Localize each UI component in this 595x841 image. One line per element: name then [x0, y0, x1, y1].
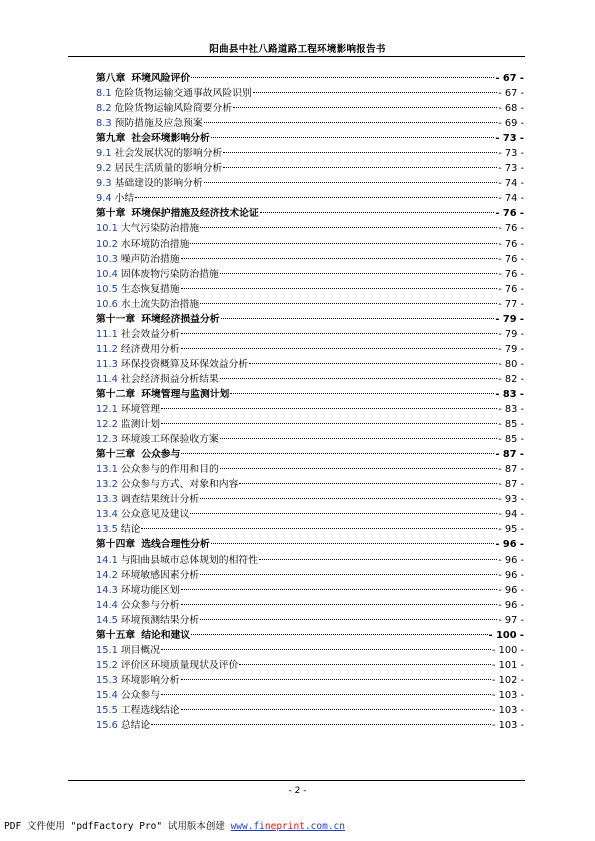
- toc-entry-title: 社会经济损益分析结果: [120, 373, 219, 385]
- toc-page-number: - 87 -: [495, 449, 524, 461]
- toc-section-entry[interactable]: [96, 267, 524, 282]
- toc-entry-title: 环境管理: [120, 404, 161, 416]
- toc-entry-number: 15.6: [96, 720, 118, 732]
- toc-entry-title: 评价区环境质量现状及评价: [120, 659, 239, 671]
- toc-entry-title: 水环境防治措施: [120, 238, 190, 250]
- toc-page-number: - 73 -: [495, 133, 524, 145]
- toc-page-number: - 76 -: [498, 253, 524, 265]
- toc-entry-title: 环境敏感因素分析: [120, 569, 200, 581]
- header-divider: [68, 56, 525, 57]
- toc-section-entry[interactable]: [96, 176, 524, 191]
- toc-page-number: - 101 -: [492, 659, 524, 671]
- toc-page-number: - 82 -: [498, 373, 524, 385]
- toc-entry-number: 12.2: [96, 419, 118, 431]
- toc-dot-leader: [233, 107, 497, 108]
- toc-entry-title: 固体废物污染防治措施: [120, 268, 219, 280]
- toc-section-entry[interactable]: [96, 583, 524, 598]
- toc-page-number: - 68 -: [498, 103, 524, 115]
- toc-dot-leader: [181, 589, 498, 590]
- toc-dot-leader: [211, 137, 495, 138]
- toc-entry-title: 公众参与方式、对象和内容: [120, 479, 239, 491]
- toc-page-number: - 102 -: [492, 674, 524, 686]
- toc-entry-number: 11.4: [96, 373, 118, 385]
- toc-page-number: - 73 -: [498, 148, 524, 160]
- toc-entry-number: 15.1: [96, 644, 118, 656]
- toc-entry-title: 大气污染防治措施: [120, 223, 200, 235]
- toc-entry-title: 社会环境影响分析: [131, 133, 210, 145]
- toc-dot-leader: [230, 393, 494, 394]
- watermark-link-part: .com.cn: [304, 821, 345, 832]
- footer-divider: [68, 780, 525, 781]
- toc-entry-title: 公众参与: [120, 689, 161, 701]
- toc-page-number: - 96 -: [498, 599, 524, 611]
- toc-page-number: - 67 -: [495, 73, 524, 84]
- toc-entry-number: 13.1: [96, 464, 118, 476]
- toc-entry-title: 生态恢复措施: [120, 283, 180, 295]
- toc-section-entry[interactable]: [96, 101, 524, 116]
- toc-entry-number: 12.3: [96, 434, 118, 446]
- toc-dot-leader: [135, 197, 497, 198]
- watermark-link-part: www.fi: [230, 821, 265, 832]
- toc-entry-number: 11.1: [96, 328, 118, 340]
- toc-entry-title: 环境预测结果分析: [120, 614, 200, 626]
- toc-chapter-entry[interactable]: [96, 447, 524, 462]
- toc-entry-number: 15.2: [96, 659, 118, 671]
- toc-page-number: - 85 -: [498, 434, 524, 446]
- toc-entry-number: 15.4: [96, 689, 118, 701]
- toc-page-number: - 103 -: [492, 689, 524, 701]
- toc-entry-title: 噪声防治措施: [120, 253, 180, 265]
- toc-entry-title: 环境管理与监测计划: [141, 388, 230, 400]
- toc-entry-title: 居民生活质量的影响分析: [114, 163, 223, 175]
- toc-entry-number: 8.2: [96, 103, 112, 115]
- toc-section-entry[interactable]: [96, 462, 524, 477]
- toc-section-entry[interactable]: [96, 492, 524, 507]
- toc-entry-number: 13.4: [96, 509, 118, 521]
- toc-entry-title: 公众参与的作用和目的: [120, 464, 219, 476]
- toc-entry-number: 10.5: [96, 283, 118, 295]
- toc-entry-title: 环境经济损益分析: [141, 313, 220, 325]
- toc-section-entry[interactable]: [96, 688, 524, 703]
- page-header-title: 阳曲县中社八路道路工程环境影响报告书: [209, 44, 386, 55]
- toc-section-entry[interactable]: [96, 718, 524, 733]
- toc-dot-leader: [223, 152, 497, 153]
- toc-entry-title: 社会发展状况的影响分析: [114, 148, 223, 160]
- toc-dot-leader: [181, 709, 491, 710]
- toc-dot-leader: [181, 288, 498, 289]
- toc-section-entry[interactable]: [96, 417, 524, 432]
- toc-dot-leader: [239, 664, 491, 665]
- watermark-text: PDF 文件使用 "pdfFactory Pro" 试用版本创建: [4, 821, 231, 832]
- toc-entry-number: 13.3: [96, 494, 118, 506]
- toc-page-number: - 73 -: [498, 163, 524, 175]
- toc-dot-leader: [220, 468, 497, 469]
- toc-page-number: - 96 -: [495, 539, 524, 551]
- toc-entry-number: 第十一章: [96, 313, 136, 325]
- toc-entry-number: 9.2: [96, 163, 112, 175]
- toc-page-number: - 103 -: [492, 720, 524, 732]
- toc-chapter-entry[interactable]: [96, 387, 524, 402]
- toc-entry-title: 公众意见及建议: [120, 509, 190, 521]
- toc-dot-leader: [190, 513, 497, 514]
- toc-chapter-entry[interactable]: [96, 628, 524, 643]
- toc-page-number: - 96 -: [498, 554, 524, 566]
- toc-dot-leader: [221, 318, 495, 319]
- toc-page-number: - 79 -: [498, 343, 524, 355]
- toc-dot-leader: [249, 363, 497, 364]
- toc-section-entry[interactable]: [96, 598, 524, 613]
- toc-entry-number: 第十五章: [96, 629, 136, 641]
- toc-section-entry[interactable]: [96, 342, 524, 357]
- toc-page-number: - 83 -: [498, 404, 524, 416]
- toc-entry-number: 14.3: [96, 584, 118, 596]
- toc-entry-title: 调查结果统计分析: [120, 494, 200, 506]
- toc-page-number: - 67 -: [498, 88, 524, 100]
- toc-entry-number: 第十章: [96, 208, 126, 220]
- toc-dot-leader: [200, 303, 497, 304]
- toc-entry-number: 10.1: [96, 223, 118, 235]
- toc-page-number: - 76 -: [498, 283, 524, 295]
- toc-section-entry[interactable]: [96, 432, 524, 447]
- toc-chapter-entry[interactable]: [96, 312, 524, 327]
- watermark-link-highlight: neprint: [264, 821, 305, 832]
- toc-dot-leader: [204, 182, 497, 183]
- toc-page-number: - 79 -: [498, 328, 524, 340]
- toc-entry-title: 环境风险评价: [131, 73, 191, 84]
- toc-entry-number: 9.4: [96, 193, 112, 205]
- toc-section-entry[interactable]: [96, 221, 524, 236]
- toc-section-entry[interactable]: [96, 237, 524, 252]
- toc-entry-title: 经济费用分析: [120, 343, 180, 355]
- toc-entry-title: 水土流失防治措施: [120, 298, 200, 310]
- table-of-contents: [96, 71, 524, 733]
- toc-section-entry[interactable]: [96, 658, 524, 673]
- toc-dot-leader: [181, 348, 498, 349]
- toc-dot-leader: [253, 92, 497, 93]
- toc-entry-title: 环保投资概算及环保效益分析: [120, 358, 249, 370]
- toc-page-number: - 95 -: [498, 524, 524, 536]
- toc-section-entry[interactable]: [96, 402, 524, 417]
- toc-page-number: - 87 -: [498, 479, 524, 491]
- toc-section-entry[interactable]: [96, 252, 524, 267]
- toc-section-entry[interactable]: [96, 86, 524, 101]
- toc-entry-title: 选线合理性分析: [141, 539, 210, 551]
- toc-dot-leader: [161, 408, 497, 409]
- toc-entry-number: 13.5: [96, 524, 118, 536]
- toc-entry-title: 结论和建议: [141, 629, 191, 641]
- toc-section-entry[interactable]: [96, 477, 524, 492]
- toc-page-number: - 87 -: [498, 464, 524, 476]
- toc-section-entry[interactable]: [96, 613, 524, 628]
- toc-entry-number: 10.3: [96, 253, 118, 265]
- pdf-watermark: [4, 818, 345, 832]
- toc-section-entry[interactable]: [96, 553, 524, 568]
- toc-section-entry[interactable]: [96, 191, 524, 206]
- toc-entry-title: 危险货物运输交通事故风险识别: [114, 88, 252, 100]
- toc-page-number: - 96 -: [498, 569, 524, 581]
- toc-dot-leader: [211, 543, 495, 544]
- toc-dot-leader: [191, 634, 487, 635]
- toc-page-number: - 103 -: [492, 704, 524, 716]
- toc-section-entry[interactable]: [96, 703, 524, 718]
- toc-entry-title: 项目概况: [120, 644, 161, 656]
- toc-dot-leader: [260, 212, 495, 213]
- toc-page-number: - 85 -: [498, 419, 524, 431]
- toc-entry-number: 第九章: [96, 133, 126, 145]
- toc-entry-number: 14.5: [96, 614, 118, 626]
- toc-dot-leader: [181, 679, 491, 680]
- toc-entry-number: 第八章: [96, 73, 126, 84]
- toc-dot-leader: [181, 258, 498, 259]
- toc-section-entry[interactable]: [96, 643, 524, 658]
- toc-entry-title: 基础建设的影响分析: [114, 178, 203, 190]
- toc-page-number: - 77 -: [498, 298, 524, 310]
- toc-section-entry[interactable]: [96, 673, 524, 688]
- toc-section-entry[interactable]: [96, 116, 524, 131]
- toc-entry-number: 9.3: [96, 178, 112, 190]
- toc-entry-number: 第十三章: [96, 449, 136, 461]
- toc-entry-title: 公众参与: [141, 449, 181, 461]
- toc-entry-title: 公众参与分析: [120, 599, 180, 611]
- toc-page-number: - 74 -: [498, 178, 524, 190]
- toc-dot-leader: [223, 167, 497, 168]
- toc-page-number: - 76 -: [498, 238, 524, 250]
- toc-page-number: - 96 -: [498, 584, 524, 596]
- toc-dot-leader: [259, 559, 497, 560]
- toc-entry-title: 社会效益分析: [120, 328, 180, 340]
- toc-dot-leader: [191, 77, 494, 78]
- toc-dot-leader: [161, 694, 491, 695]
- toc-dot-leader: [200, 227, 497, 228]
- toc-dot-leader: [220, 438, 497, 439]
- toc-entry-number: 第十四章: [96, 539, 136, 551]
- toc-section-entry[interactable]: [96, 507, 524, 522]
- toc-chapter-entry[interactable]: [96, 206, 524, 221]
- toc-entry-number: 10.4: [96, 268, 118, 280]
- toc-dot-leader: [181, 333, 498, 334]
- toc-dot-leader: [200, 498, 497, 499]
- toc-page-number: - 74 -: [498, 193, 524, 205]
- toc-page-number: - 80 -: [498, 358, 524, 370]
- toc-page-number: - 69 -: [498, 118, 524, 130]
- toc-dot-leader: [239, 483, 497, 484]
- toc-dot-leader: [181, 453, 494, 454]
- toc-entry-title: 预防措施及应急预案: [114, 118, 203, 130]
- toc-section-entry[interactable]: [96, 327, 524, 342]
- toc-page-number: - 76 -: [498, 268, 524, 280]
- toc-entry-number: 12.1: [96, 404, 118, 416]
- toc-chapter-entry[interactable]: [96, 537, 524, 552]
- toc-entry-title: 环境保护措施及经济技术论证: [131, 208, 259, 220]
- toc-entry-title: 总结论: [120, 720, 151, 732]
- toc-entry-number: 15.3: [96, 674, 118, 686]
- toc-section-entry[interactable]: [96, 297, 524, 312]
- toc-section-entry[interactable]: [96, 372, 524, 387]
- toc-entry-number: 13.2: [96, 479, 118, 491]
- toc-entry-number: 14.1: [96, 554, 118, 566]
- toc-page-number: - 76 -: [498, 223, 524, 235]
- toc-entry-number: 15.5: [96, 704, 118, 716]
- watermark-link[interactable]: [231, 821, 345, 832]
- toc-page-number: - 83 -: [495, 388, 524, 400]
- toc-entry-number: 9.1: [96, 148, 112, 160]
- toc-entry-number: 10.6: [96, 298, 118, 310]
- toc-chapter-entry[interactable]: [96, 71, 524, 86]
- toc-section-entry[interactable]: [96, 146, 524, 161]
- toc-entry-title: 结论: [120, 524, 141, 536]
- toc-dot-leader: [200, 574, 497, 575]
- toc-entry-title: 环境功能区划: [120, 584, 180, 596]
- toc-dot-leader: [190, 243, 497, 244]
- toc-section-entry[interactable]: [96, 161, 524, 176]
- toc-entry-number: 14.2: [96, 569, 118, 581]
- toc-page-number: - 100 -: [488, 629, 524, 641]
- toc-section-entry[interactable]: [96, 568, 524, 583]
- toc-page-number: - 79 -: [495, 313, 524, 325]
- toc-dot-leader: [181, 604, 498, 605]
- toc-page-number: - 94 -: [498, 509, 524, 521]
- toc-dot-leader: [220, 378, 497, 379]
- toc-dot-leader: [161, 649, 491, 650]
- page-number: - 2 -: [288, 786, 307, 796]
- toc-entry-number: 11.3: [96, 358, 118, 370]
- toc-section-entry[interactable]: [96, 282, 524, 297]
- toc-entry-title: 环境影响分析: [120, 674, 180, 686]
- toc-entry-title: 危险货物运输风险简要分析: [114, 103, 233, 115]
- toc-entry-number: 第十二章: [96, 388, 136, 400]
- toc-dot-leader: [204, 122, 497, 123]
- toc-entry-title: 工程选线结论: [120, 704, 180, 716]
- toc-chapter-entry[interactable]: [96, 131, 524, 146]
- toc-dot-leader: [220, 273, 497, 274]
- toc-page-number: - 100 -: [492, 644, 524, 656]
- toc-entry-title: 监测计划: [120, 419, 161, 431]
- toc-entry-number: 14.4: [96, 599, 118, 611]
- toc-dot-leader: [151, 724, 491, 725]
- toc-page-number: - 93 -: [498, 494, 524, 506]
- toc-page-number: - 97 -: [498, 614, 524, 626]
- toc-entry-number: 10.2: [96, 238, 118, 250]
- toc-entry-number: 11.2: [96, 343, 118, 355]
- toc-page-number: - 76 -: [495, 208, 524, 220]
- toc-dot-leader: [161, 423, 497, 424]
- toc-dot-leader: [200, 619, 497, 620]
- toc-entry-title: 与阳曲县城市总体规划的相符性: [120, 554, 258, 566]
- toc-section-entry[interactable]: [96, 522, 524, 537]
- toc-entry-title: 小结: [114, 193, 135, 205]
- toc-section-entry[interactable]: [96, 357, 524, 372]
- toc-entry-title: 环境竣工环保验收方案: [120, 434, 219, 446]
- toc-entry-number: 8.3: [96, 118, 112, 130]
- toc-dot-leader: [141, 528, 497, 529]
- toc-entry-number: 8.1: [96, 88, 112, 100]
